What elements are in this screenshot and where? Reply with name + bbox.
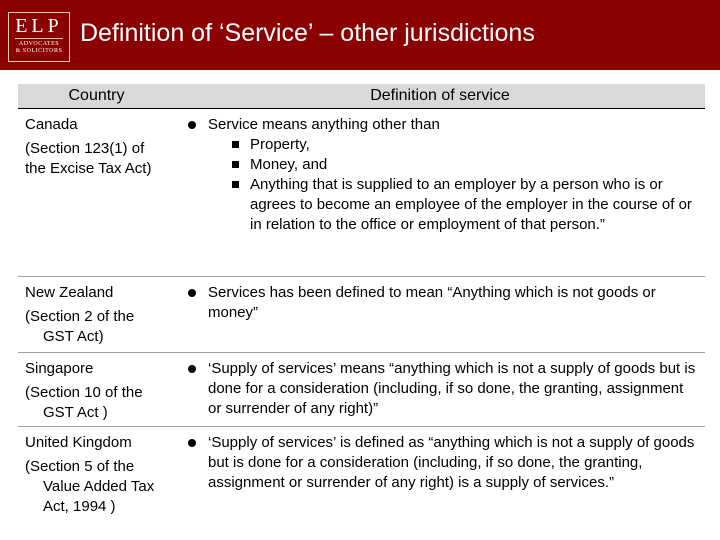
country-name: New Zealand xyxy=(25,284,114,301)
square-bullet-icon xyxy=(232,175,250,235)
definition-text: ‘Supply of services’ means “anything which is not a supply of goods but is done for a consideration (including, if so done, the granting, assignment or surrender of any right)” xyxy=(208,360,696,417)
country-cell xyxy=(18,277,178,352)
round-bullet-icon xyxy=(188,115,208,135)
slide-header xyxy=(0,0,720,70)
country-name: United Kingdom xyxy=(25,434,132,451)
table-row xyxy=(18,109,705,277)
definition-column-header: Definition of service xyxy=(370,87,510,104)
section-reference-line: the Excise Tax Act) xyxy=(25,160,152,177)
definition-cell xyxy=(178,109,705,276)
section-reference-line: GST Act ) xyxy=(43,404,108,421)
section-reference-line: (Section 5 of the xyxy=(25,458,135,475)
table-row xyxy=(18,277,705,353)
section-reference-line: Value Added Tax xyxy=(43,478,155,495)
definition-cell xyxy=(178,277,705,352)
definition-cell xyxy=(178,353,705,426)
section-reference-line: (Section 123(1) of xyxy=(25,140,145,157)
logo-divider xyxy=(15,38,63,39)
logo-main-text: ELP xyxy=(15,15,63,37)
sub-bullet-text: Property, xyxy=(250,136,310,153)
definition-text: Services has been defined to mean “Anything which is not goods or money” xyxy=(208,284,656,321)
country-cell xyxy=(18,427,178,527)
sub-bullet-text: Money, and xyxy=(250,156,328,173)
round-bullet-icon xyxy=(188,359,208,419)
round-bullet-icon xyxy=(188,433,208,493)
section-reference-line: (Section 10 of the xyxy=(25,384,143,401)
definition-text: ‘Supply of services’ is defined as “anything which is not a supply of goods but is done for a consideration (including, if so done, the granting, assignment or surrender of any right) is a supply of services.” xyxy=(208,434,695,491)
square-bullet-icon xyxy=(232,155,250,175)
square-bullet-icon xyxy=(232,135,250,155)
sub-bullet-text: Anything that is supplied to an employer by a person who is or agrees to become an employee of the employer in the course of or in relation to the office or employment of that person.” xyxy=(250,176,692,233)
logo-sub-line2: & SOLICITORS xyxy=(15,48,63,54)
section-reference-line: GST Act) xyxy=(43,328,104,345)
country-cell xyxy=(18,109,178,276)
elp-logo xyxy=(8,12,70,62)
definition-cell xyxy=(178,427,705,527)
country-name: Singapore xyxy=(25,360,94,377)
definition-bullet xyxy=(188,433,697,493)
slide-title: Definition of ‘Service’ – other jurisdictions xyxy=(80,19,535,47)
definition-bullet xyxy=(188,115,697,135)
country-name: Canada xyxy=(25,116,78,133)
section-reference-line: (Section 2 of the xyxy=(25,308,135,325)
table-row xyxy=(18,427,705,527)
logo-sub-line1: ADVOCATES xyxy=(18,41,60,47)
country-column-header: Country xyxy=(68,87,125,104)
table-row xyxy=(18,353,705,427)
definition-bullet xyxy=(188,359,697,419)
section-reference-line: Act, 1994 ) xyxy=(43,498,116,515)
definition-bullet xyxy=(188,283,697,323)
sub-bullet xyxy=(232,175,697,235)
definition-text: Service means anything other than xyxy=(208,116,440,133)
sub-bullet xyxy=(232,135,697,155)
round-bullet-icon xyxy=(188,283,208,323)
table-header-row xyxy=(18,84,705,109)
country-cell xyxy=(18,353,178,426)
definitions-table xyxy=(18,84,705,527)
sub-bullet xyxy=(232,155,697,175)
